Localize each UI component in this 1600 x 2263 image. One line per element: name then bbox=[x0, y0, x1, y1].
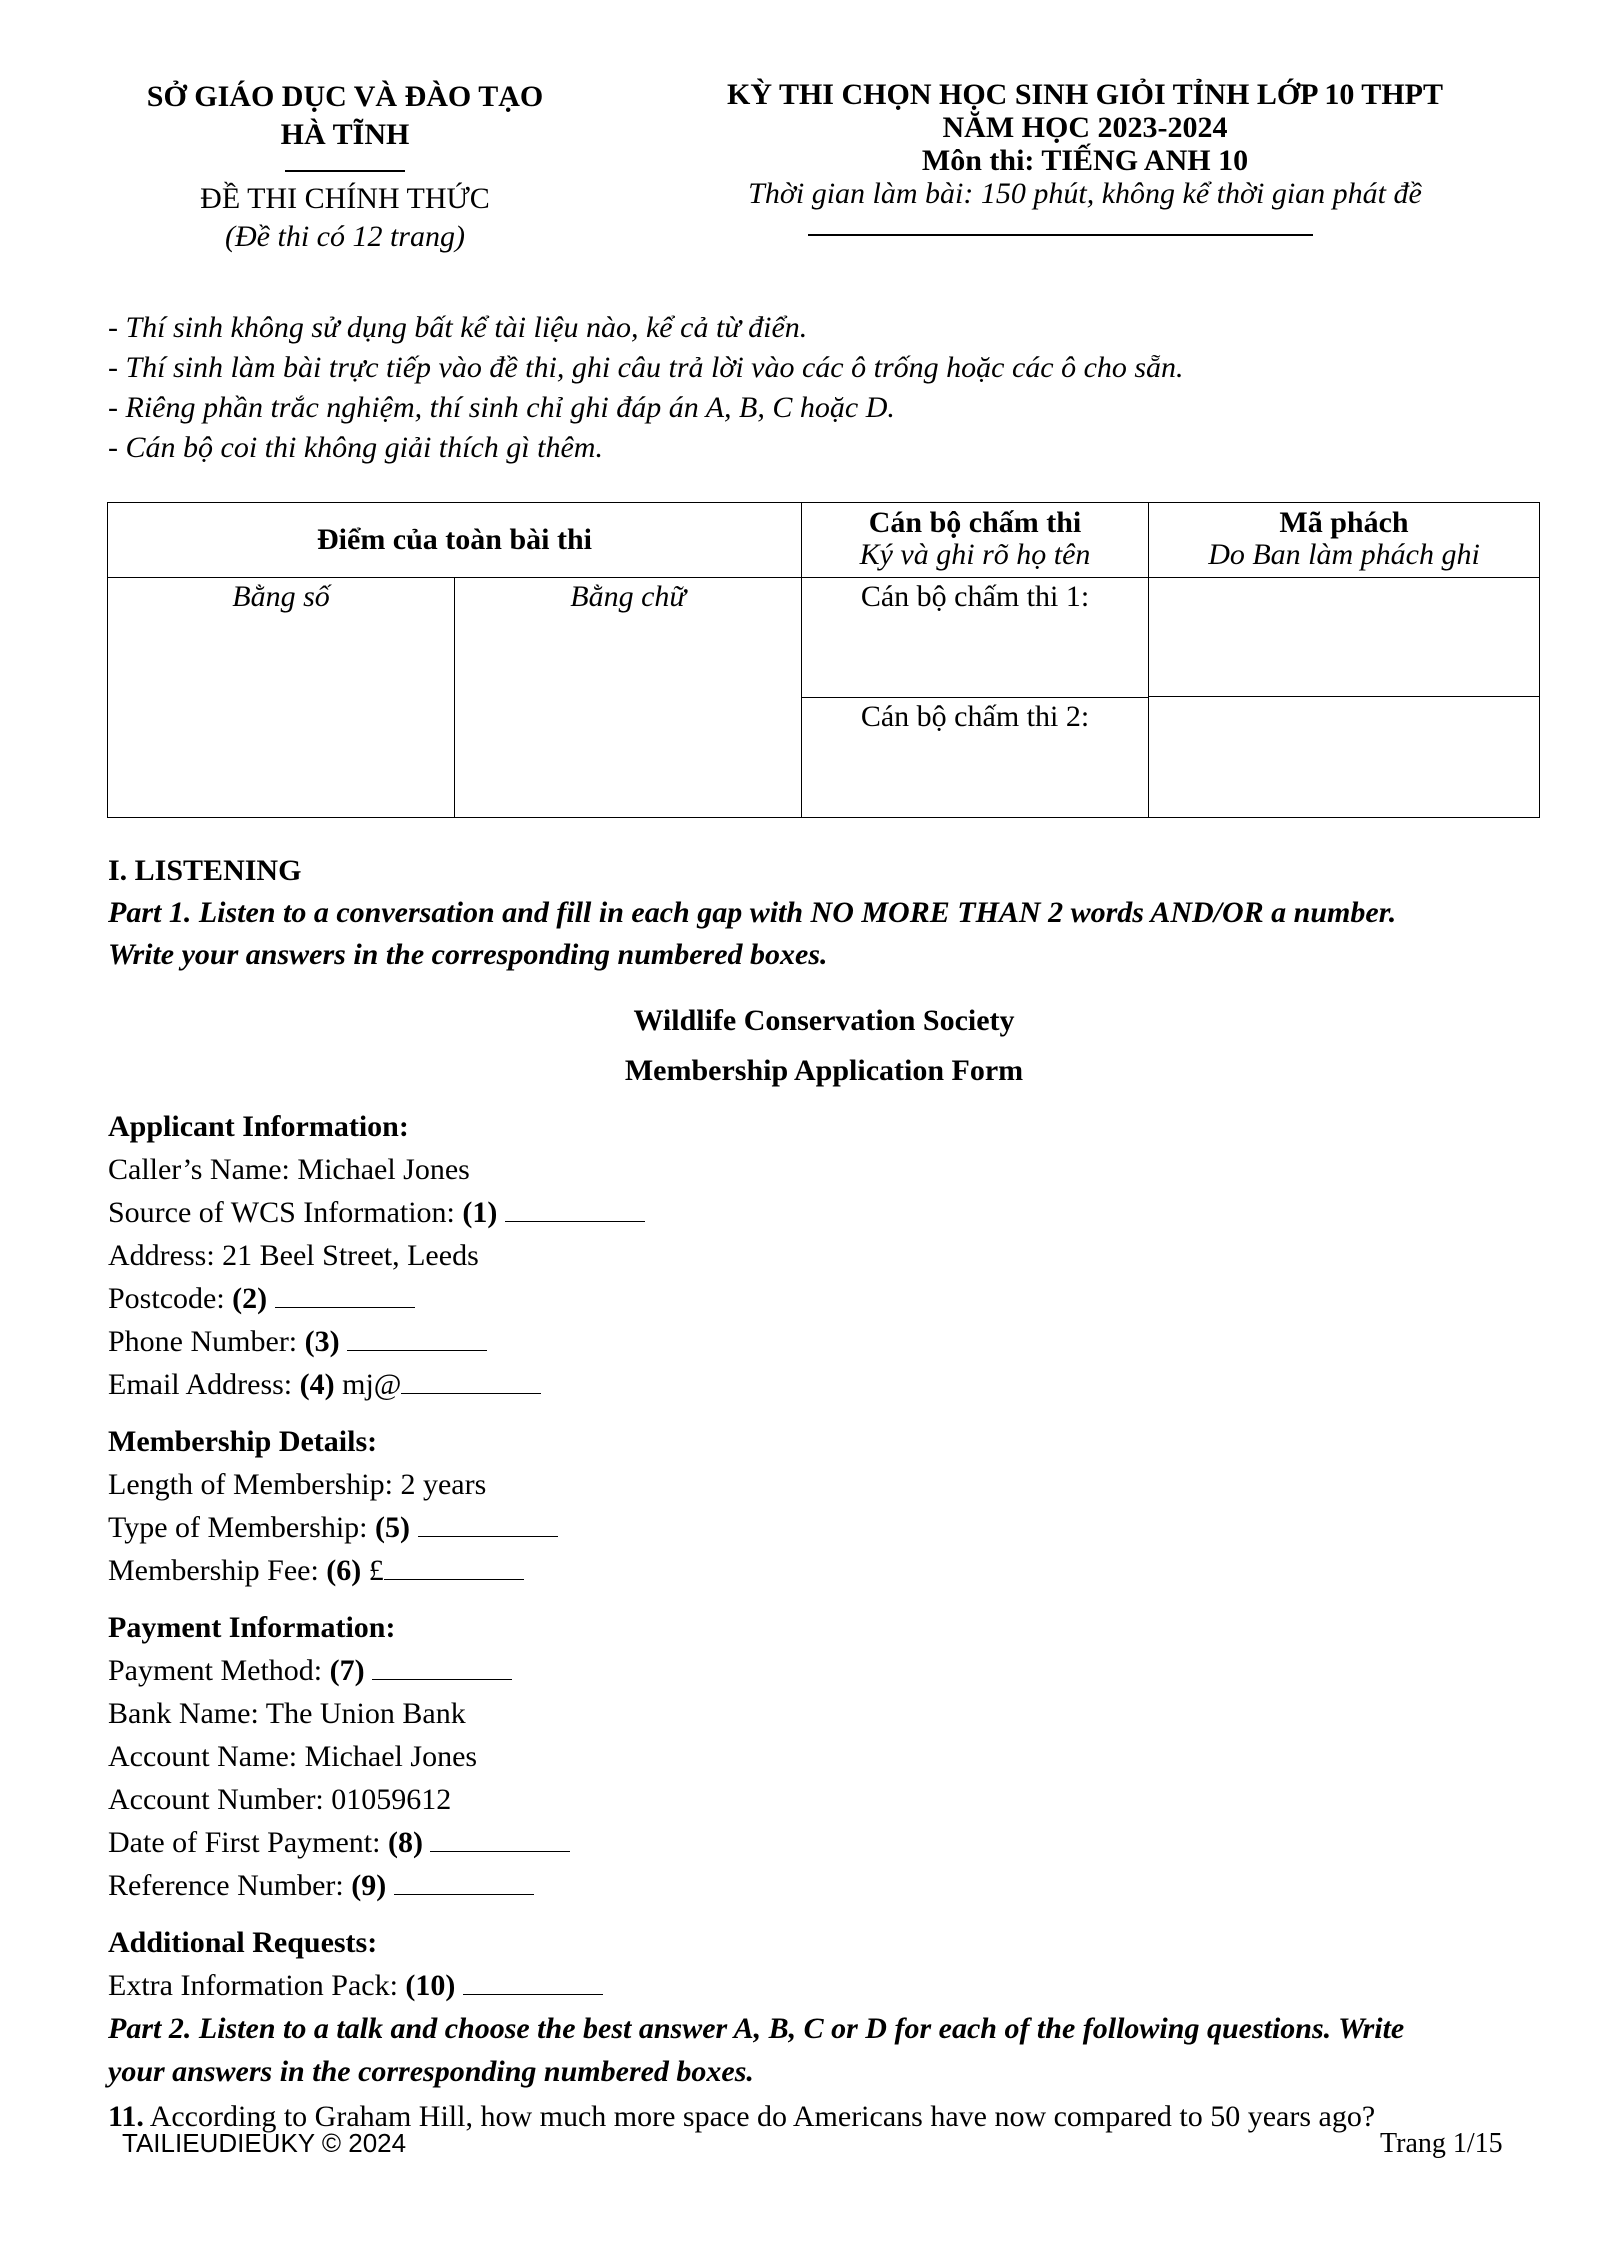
school-year: NĂM HỌC 2023-2024 bbox=[942, 111, 1228, 144]
score-table bbox=[107, 502, 1540, 818]
postcode-line: Postcode: (2) bbox=[108, 1277, 1404, 1320]
fee-line: Membership Fee: (6) £ bbox=[108, 1549, 1404, 1592]
time-allowed: Thời gian làm bài: 150 phút, không kể thời gian phát đề bbox=[748, 177, 1422, 210]
score-by-number-cell[interactable]: Bằng số bbox=[108, 578, 455, 818]
answer-blank-8[interactable] bbox=[430, 1825, 570, 1852]
address-line: Address: 21 Beel Street, Leeds bbox=[108, 1239, 479, 1272]
account-number-line: Account Number: 01059612 bbox=[108, 1783, 452, 1816]
answer-blank-9[interactable] bbox=[394, 1868, 534, 1895]
part2-instruction-2: your answers in the corresponding numbered boxes. bbox=[108, 2055, 754, 2088]
source-line: Source of WCS Information: (1) bbox=[108, 1191, 1404, 1234]
first-payment-line: Date of First Payment: (8) bbox=[108, 1821, 1404, 1864]
exam-title: KỲ THI CHỌN HỌC SINH GIỎI TỈNH LỚP 10 THPT bbox=[727, 78, 1443, 111]
length-line: Length of Membership: 2 years bbox=[108, 1468, 487, 1501]
secret-code-cell[interactable] bbox=[1149, 578, 1540, 818]
section-title: I. LISTENING bbox=[108, 854, 302, 887]
callers-name: Caller’s Name: Michael Jones bbox=[108, 1153, 470, 1186]
phone-line: Phone Number: (3) bbox=[108, 1320, 1404, 1363]
header-left bbox=[95, 78, 595, 256]
listening-section bbox=[108, 850, 1396, 976]
method-line: Payment Method: (7) bbox=[108, 1649, 1404, 1692]
part1-instruction: Part 1. Listen to a conversation and fill in each gap with NO MORE THAN 2 words AND/OR a number. bbox=[108, 896, 1397, 929]
grader-header: Cán bộ chấm thi Ký và ghi rõ họ tên bbox=[802, 503, 1149, 578]
answer-blank-6[interactable] bbox=[384, 1553, 524, 1580]
answer-blank-1[interactable] bbox=[505, 1195, 645, 1222]
form-title-line1: Wildlife Conservation Society bbox=[633, 1004, 1015, 1037]
reference-line: Reference Number: (9) bbox=[108, 1864, 1404, 1907]
account-name-line: Account Name: Michael Jones bbox=[108, 1740, 478, 1773]
candidate-notes bbox=[108, 308, 1184, 468]
answer-blank-5[interactable] bbox=[418, 1510, 558, 1537]
official-exam-label: ĐỀ THI CHÍNH THỨC bbox=[200, 182, 490, 215]
extra-pack-line: Extra Information Pack: (10) bbox=[108, 1964, 1404, 2007]
answer-blank-3[interactable] bbox=[347, 1324, 487, 1351]
grader2-cell[interactable]: Cán bộ chấm thi 2: bbox=[802, 698, 1149, 818]
note-item: - Thí sinh không sử dụng bất kể tài liệu nào, kể cả từ điển. bbox=[108, 311, 808, 344]
bank-line: Bank Name: The Union Bank bbox=[108, 1697, 466, 1730]
page-count-note: (Đề thi có 12 trang) bbox=[225, 220, 465, 253]
province-name: HÀ TĨNH bbox=[280, 118, 410, 151]
grader1-cell[interactable]: Cán bộ chấm thi 1: bbox=[802, 578, 1149, 698]
type-line: Type of Membership: (5) bbox=[108, 1506, 1404, 1549]
total-score-header: Điểm của toàn bài thi bbox=[108, 503, 802, 578]
secret-code-header: Mã phách Do Ban làm phách ghi bbox=[1149, 503, 1540, 578]
form-title bbox=[108, 996, 1540, 1096]
email-line: Email Address: (4) mj@ bbox=[108, 1363, 1404, 1406]
membership-heading: Membership Details: bbox=[108, 1425, 378, 1458]
header-right-divider bbox=[808, 234, 1313, 236]
part1-instruction-2: Write your answers in the corresponding numbered boxes. bbox=[108, 938, 828, 971]
answer-blank-4[interactable] bbox=[401, 1367, 541, 1394]
note-item: - Cán bộ coi thi không giải thích gì thêm. bbox=[108, 431, 603, 464]
footer-copyright: TAILIEUDIEUKY © 2024 bbox=[122, 2128, 407, 2158]
answer-blank-10[interactable] bbox=[463, 1968, 603, 1995]
score-by-words-cell[interactable]: Bằng chữ bbox=[455, 578, 802, 818]
answer-blank-2[interactable] bbox=[275, 1281, 415, 1308]
note-item: - Thí sinh làm bài trực tiếp vào đề thi, ghi câu trả lời vào các ô trống hoặc các ô cho sẵn. bbox=[108, 351, 1184, 384]
application-form bbox=[108, 1105, 1404, 2138]
header-right bbox=[645, 78, 1525, 210]
header-left-divider bbox=[285, 170, 405, 172]
question-11: 11. According to Graham Hill, how much more space do Americans have now compared to 50 years ago? bbox=[108, 2100, 1376, 2133]
department-name: SỞ GIÁO DỤC VÀ ĐÀO TẠO bbox=[146, 80, 544, 113]
payment-heading: Payment Information: bbox=[108, 1611, 396, 1644]
part2-instruction: Part 2. Listen to a talk and choose the best answer A, B, C or D for each of the following questions. Write bbox=[108, 2012, 1405, 2045]
answer-blank-7[interactable] bbox=[372, 1653, 512, 1680]
form-title-line2: Membership Application Form bbox=[624, 1054, 1024, 1087]
subject: Môn thi: TIẾNG ANH 10 bbox=[921, 144, 1249, 177]
additional-heading: Additional Requests: bbox=[108, 1926, 378, 1959]
note-item: - Riêng phần trắc nghiệm, thí sinh chỉ ghi đáp án A, B, C hoặc D. bbox=[108, 391, 895, 424]
page-number: Trang 1/15 bbox=[1380, 2128, 1503, 2159]
applicant-heading: Applicant Information: bbox=[108, 1110, 409, 1143]
